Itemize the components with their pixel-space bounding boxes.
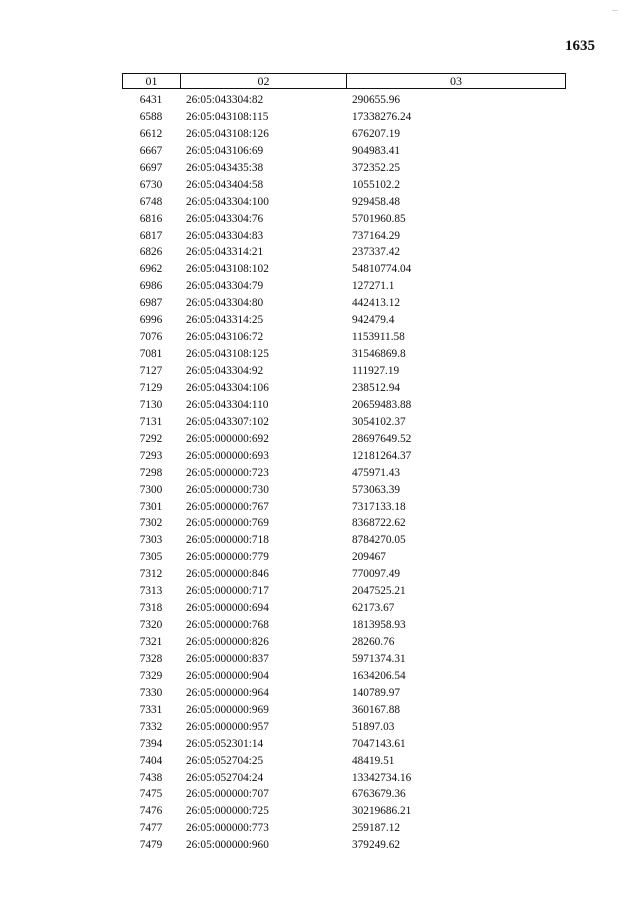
value-cell: 372352.25 bbox=[352, 161, 401, 174]
table-row bbox=[122, 448, 566, 465]
cadastral-number-cell: 26:05:000000:826 bbox=[186, 636, 269, 648]
row-id-cell: 7475 bbox=[139, 788, 163, 801]
table-row bbox=[122, 228, 566, 245]
cadastral-number-cell: 26:05:043108:102 bbox=[186, 263, 269, 276]
cadastral-number-cell: 26:05:043304:82 bbox=[186, 94, 264, 106]
cadastral-number-cell: 26:05:000000:904 bbox=[186, 669, 269, 682]
value-cell: 13342734.16 bbox=[352, 771, 412, 784]
value-cell: 360167.88 bbox=[352, 703, 401, 716]
row-id-cell: 7331 bbox=[139, 703, 163, 716]
row-id-cell: 7129 bbox=[139, 381, 163, 394]
table-row bbox=[122, 92, 566, 109]
table-row bbox=[122, 194, 566, 211]
cadastral-number-cell: 26:05:043304:79 bbox=[186, 280, 264, 293]
table-row bbox=[122, 397, 566, 414]
value-cell: 1813958.93 bbox=[352, 619, 406, 632]
cadastral-number-cell: 26:05:000000:718 bbox=[186, 534, 269, 547]
cadastral-number-cell: 26:05:000000:694 bbox=[186, 602, 269, 615]
value-cell: 676207.19 bbox=[352, 127, 401, 140]
value-cell: 770097.49 bbox=[352, 568, 401, 581]
cadastral-number-cell: 26:05:043108:125 bbox=[186, 348, 269, 361]
value-cell: 904983.41 bbox=[352, 144, 401, 157]
cadastral-number-cell: 26:05:000000:773 bbox=[186, 822, 269, 835]
cadastral-number-cell: 26:05:000000:969 bbox=[186, 703, 269, 716]
cadastral-number-cell: 26:05:000000:769 bbox=[186, 517, 269, 530]
value-cell: 942479.4 bbox=[352, 314, 395, 327]
cadastral-number-cell: 26:05:000000:692 bbox=[186, 432, 269, 445]
row-id-cell: 7330 bbox=[139, 686, 163, 699]
value-cell: 8784270.05 bbox=[352, 534, 406, 547]
value-cell: 7047143.61 bbox=[352, 737, 406, 750]
cadastral-number-cell: 26:05:000000:767 bbox=[186, 500, 269, 513]
table-row bbox=[122, 837, 566, 854]
table-row bbox=[122, 803, 566, 820]
row-id-cell: 7131 bbox=[139, 415, 163, 428]
row-id-cell: 7076 bbox=[139, 331, 163, 344]
cadastral-number-cell: 26:05:043435:38 bbox=[186, 161, 264, 174]
table-header bbox=[122, 73, 566, 89]
table-row bbox=[122, 177, 566, 194]
value-cell: 54810774.04 bbox=[352, 263, 412, 276]
cadastral-number-cell: 26:05:000000:837 bbox=[186, 652, 269, 665]
table-row bbox=[122, 244, 566, 261]
row-id-cell: 6697 bbox=[139, 161, 163, 174]
cadastral-number-cell: 26:05:000000:768 bbox=[186, 619, 269, 632]
cadastral-number-cell: 26:05:043106:72 bbox=[186, 331, 264, 344]
table-row bbox=[122, 651, 566, 668]
row-id-cell: 6730 bbox=[139, 178, 163, 191]
column-header-02: 02 bbox=[181, 74, 347, 88]
cadastral-number-cell: 26:05:000000:846 bbox=[186, 568, 269, 581]
value-cell: 1055102.2 bbox=[352, 178, 401, 191]
table-row bbox=[122, 753, 566, 770]
cadastral-number-cell: 26:05:000000:964 bbox=[186, 686, 269, 699]
value-cell: 31546869.8 bbox=[352, 348, 406, 361]
value-cell: 30219686.21 bbox=[352, 805, 412, 818]
row-id-cell: 7313 bbox=[139, 585, 163, 598]
row-id-cell: 7479 bbox=[139, 839, 163, 852]
cadastral-number-cell: 26:05:000000:707 bbox=[186, 788, 269, 801]
value-cell: 62173.67 bbox=[352, 602, 395, 615]
value-cell: 8368722.62 bbox=[352, 517, 406, 530]
cadastral-number-cell: 26:05:043404:58 bbox=[186, 178, 264, 191]
cadastral-number-cell: 26:05:052704:25 bbox=[186, 754, 264, 767]
table-row bbox=[122, 566, 566, 583]
corner-mark: ... bbox=[612, 4, 618, 13]
column-header-03: 03 bbox=[450, 74, 462, 88]
cadastral-number-cell: 26:05:052301:14 bbox=[186, 737, 264, 750]
table-row bbox=[122, 719, 566, 736]
table-row bbox=[122, 346, 566, 363]
table-row bbox=[122, 532, 566, 549]
cadastral-number-cell: 26:05:043307:102 bbox=[186, 415, 269, 428]
cadastral-number-cell: 26:05:043304:80 bbox=[186, 297, 264, 310]
cadastral-number-cell: 26:05:000000:730 bbox=[186, 483, 269, 496]
cadastral-number-cell: 26:05:043108:126 bbox=[186, 127, 269, 140]
row-id-cell: 6667 bbox=[139, 144, 163, 157]
row-id-cell: 6748 bbox=[139, 195, 163, 208]
cadastral-number-cell: 26:05:043304:76 bbox=[186, 212, 264, 225]
table-row bbox=[122, 617, 566, 634]
value-cell: 2047525.21 bbox=[352, 585, 406, 598]
row-id-cell: 6826 bbox=[139, 246, 163, 259]
value-cell: 573063.39 bbox=[352, 483, 401, 496]
value-cell: 5971374.31 bbox=[352, 652, 406, 665]
value-cell: 475971.43 bbox=[352, 466, 401, 479]
value-cell: 111927.19 bbox=[352, 365, 400, 377]
value-cell: 140789.97 bbox=[352, 686, 401, 699]
cadastral-number-cell: 26:05:043304:100 bbox=[186, 195, 269, 208]
cadastral-number-cell: 26:05:000000:779 bbox=[186, 551, 269, 564]
table-row bbox=[122, 261, 566, 278]
cadastral-number-cell: 26:05:000000:957 bbox=[186, 720, 269, 733]
table-row bbox=[122, 482, 566, 499]
table-row bbox=[122, 380, 566, 397]
value-cell: 929458.48 bbox=[352, 195, 401, 208]
table-row bbox=[122, 770, 566, 787]
table-row bbox=[122, 515, 566, 532]
row-id-cell: 7302 bbox=[139, 517, 163, 530]
cadastral-number-cell: 26:05:043304:83 bbox=[186, 229, 264, 242]
row-id-cell: 6962 bbox=[139, 263, 163, 276]
row-id-cell: 7318 bbox=[139, 602, 163, 615]
row-id-cell: 6987 bbox=[139, 297, 163, 310]
value-cell: 1153911.58 bbox=[352, 331, 405, 344]
row-id-cell: 7298 bbox=[139, 466, 163, 479]
cadastral-number-cell: 26:05:043304:106 bbox=[186, 381, 269, 394]
value-cell: 442413.12 bbox=[352, 297, 401, 310]
row-id-cell: 7328 bbox=[139, 652, 163, 665]
cadastral-number-cell: 26:05:043304:110 bbox=[186, 398, 269, 411]
table-row bbox=[122, 160, 566, 177]
cadastral-number-cell: 26:05:043108:115 bbox=[186, 110, 269, 123]
table-row bbox=[122, 414, 566, 431]
row-id-cell: 7320 bbox=[139, 619, 163, 632]
row-id-cell: 6816 bbox=[139, 212, 163, 225]
value-cell: 20659483.88 bbox=[352, 398, 412, 411]
value-cell: 737164.29 bbox=[352, 229, 401, 242]
row-id-cell: 7477 bbox=[139, 822, 163, 835]
cadastral-number-cell: 26:05:043314:21 bbox=[186, 246, 264, 259]
value-cell: 28260.76 bbox=[352, 636, 395, 648]
row-id-cell: 7329 bbox=[139, 669, 163, 682]
row-id-cell: 7312 bbox=[139, 568, 163, 581]
table-row bbox=[122, 143, 566, 160]
row-id-cell: 6986 bbox=[139, 280, 163, 293]
row-id-cell: 7438 bbox=[139, 771, 163, 784]
cadastral-number-cell: 26:05:000000:717 bbox=[186, 585, 269, 598]
value-cell: 51897.03 bbox=[352, 720, 395, 733]
row-id-cell: 7321 bbox=[139, 636, 163, 648]
row-id-cell: 7081 bbox=[139, 348, 163, 361]
row-id-cell: 7130 bbox=[139, 398, 163, 411]
table-row bbox=[122, 499, 566, 516]
value-cell: 28697649.52 bbox=[352, 432, 412, 445]
table-row bbox=[122, 736, 566, 753]
cadastral-number-cell: 26:05:000000:960 bbox=[186, 839, 269, 852]
column-header-01: 01 bbox=[123, 74, 181, 88]
page-number: 1635 bbox=[565, 38, 595, 54]
table-row bbox=[122, 786, 566, 803]
table-row bbox=[122, 668, 566, 685]
row-id-cell: 7305 bbox=[139, 551, 163, 564]
row-id-cell: 7301 bbox=[139, 500, 163, 513]
value-cell: 1634206.54 bbox=[352, 669, 406, 682]
table-row bbox=[122, 295, 566, 312]
table-row bbox=[122, 465, 566, 482]
value-cell: 3054102.37 bbox=[352, 415, 406, 428]
row-id-cell: 6431 bbox=[139, 94, 163, 106]
table-row bbox=[122, 312, 566, 329]
table-row bbox=[122, 211, 566, 228]
row-id-cell: 6996 bbox=[139, 314, 163, 327]
table-row bbox=[122, 820, 566, 837]
cadastral-number-cell: 26:05:000000:693 bbox=[186, 449, 269, 462]
table-body bbox=[122, 92, 566, 854]
table-row bbox=[122, 634, 566, 651]
cadastral-number-cell: 26:05:052704:24 bbox=[186, 771, 264, 784]
row-id-cell: 6612 bbox=[139, 127, 163, 140]
table-row bbox=[122, 109, 566, 126]
table-row bbox=[122, 549, 566, 566]
value-cell: 290655.96 bbox=[352, 94, 401, 106]
value-cell: 6763679.36 bbox=[352, 788, 406, 801]
row-id-cell: 7127 bbox=[139, 365, 163, 377]
table-row bbox=[122, 702, 566, 719]
row-id-cell: 7292 bbox=[139, 432, 163, 445]
value-cell: 259187.12 bbox=[352, 822, 401, 835]
row-id-cell: 6817 bbox=[139, 229, 163, 242]
table-row bbox=[122, 126, 566, 143]
table-row bbox=[122, 685, 566, 702]
table-row bbox=[122, 600, 566, 617]
value-cell: 12181264.37 bbox=[352, 449, 412, 462]
cadastral-number-cell: 26:05:000000:725 bbox=[186, 805, 269, 818]
cadastral-number-cell: 26:05:043304:92 bbox=[186, 365, 264, 377]
row-id-cell: 7303 bbox=[139, 534, 163, 547]
cadastral-number-cell: 26:05:043106:69 bbox=[186, 144, 264, 157]
row-id-cell: 7404 bbox=[139, 754, 163, 767]
table-row bbox=[122, 431, 566, 448]
row-id-cell: 7300 bbox=[139, 483, 163, 496]
row-id-cell: 7332 bbox=[139, 720, 163, 733]
value-cell: 48419.51 bbox=[352, 754, 395, 767]
row-id-cell: 7293 bbox=[139, 449, 163, 462]
row-id-cell: 7394 bbox=[139, 737, 163, 750]
table-row bbox=[122, 583, 566, 600]
value-cell: 17338276.24 bbox=[352, 110, 412, 123]
table-row bbox=[122, 329, 566, 346]
cadastral-number-cell: 26:05:043314:25 bbox=[186, 314, 264, 327]
row-id-cell: 6588 bbox=[139, 110, 163, 123]
value-cell: 379249.62 bbox=[352, 839, 401, 852]
value-cell: 127271.1 bbox=[352, 280, 395, 293]
table-row bbox=[122, 278, 566, 295]
value-cell: 237337.42 bbox=[352, 246, 401, 259]
value-cell: 7317133.18 bbox=[352, 500, 406, 513]
value-cell: 5701960.85 bbox=[352, 212, 406, 225]
cadastral-number-cell: 26:05:000000:723 bbox=[186, 466, 269, 479]
table-row bbox=[122, 363, 566, 380]
value-cell: 209467 bbox=[352, 551, 386, 564]
row-id-cell: 7476 bbox=[139, 805, 163, 818]
value-cell: 238512.94 bbox=[352, 381, 401, 394]
